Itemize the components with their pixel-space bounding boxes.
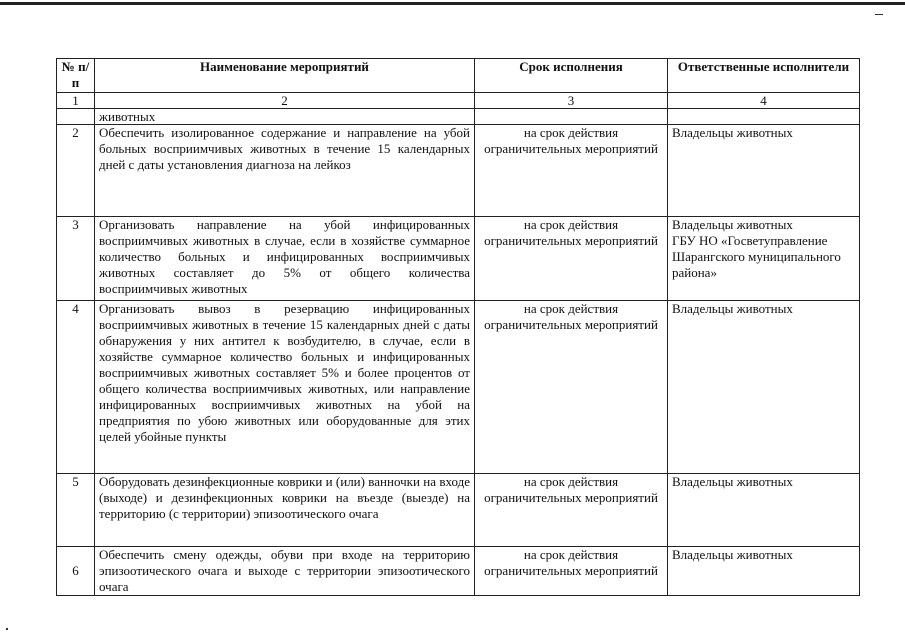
row-number: 3 xyxy=(57,217,95,301)
col-number: 3 xyxy=(475,93,668,109)
table-cell xyxy=(475,109,668,125)
responsible-text: Владельцы животных xyxy=(672,474,793,489)
scan-mark xyxy=(875,14,883,15)
table-row xyxy=(57,125,860,217)
measure-name: Организовать вывоз в резервацию инфицированных восприимчивых животных в течение 15 календарных дней с даты обнаружения у них антител к возбудителю, в случае, если в хозяйстве суммарное количество больных и инфицированных восприимчивых животных составляет 5% и более процентов от общего количества восприимчивых животных, или направление инфицированных восприимчивых животных на убой на предприятия по убою животных или оборудованные для этих целей убойные пункты xyxy=(95,301,475,474)
col-number: 1 xyxy=(57,93,95,109)
row-number: 2 xyxy=(57,125,95,217)
header-num: № п/п xyxy=(57,59,95,93)
responsible-text: ГБУ НО «Госветуправление Шарангского муниципального района» xyxy=(672,233,841,280)
measure-name: Обеспечить смену одежды, обуви при входе на территорию эпизоотического очага и выходе с территории эпизоотического очага xyxy=(95,547,475,596)
table-cell xyxy=(57,109,95,125)
table-row xyxy=(57,217,860,301)
col-number: 4 xyxy=(668,93,860,109)
table-cell xyxy=(668,109,860,125)
continuation-text: животных xyxy=(95,109,475,125)
responsible-text: Владельцы животных xyxy=(672,217,793,232)
row-number: 5 xyxy=(57,474,95,547)
measures-table xyxy=(56,58,860,596)
term-text: на срок действия ограничительных мероприятий xyxy=(475,125,668,217)
scan-dot xyxy=(6,628,8,630)
table-row xyxy=(57,547,860,596)
measure-name: Обеспечить изолированное содержание и направление на убой больных восприимчивых животных в течение 15 календарных дней с даты установления диагноза на лейкоз xyxy=(95,125,475,217)
responsible-cell xyxy=(668,474,860,547)
header-resp: Ответственные исполнители xyxy=(668,59,860,93)
row-number: 4 xyxy=(57,301,95,474)
continuation-row xyxy=(57,109,860,125)
row-number: 6 xyxy=(57,547,95,596)
header-term: Срок исполнения xyxy=(475,59,668,93)
table-row xyxy=(57,301,860,474)
responsible-text: Владельцы животных xyxy=(672,301,793,316)
responsible-cell xyxy=(668,547,860,596)
term-text: на срок действия ограничительных мероприятий xyxy=(475,547,668,596)
col-number: 2 xyxy=(95,93,475,109)
responsible-cell xyxy=(668,301,860,474)
column-number-row xyxy=(57,93,860,109)
measure-name: Организовать направление на убой инфицированных восприимчивых животных в случае, если в хозяйстве суммарное количество больных и инфицированных восприимчивых животных составляет до 5% от общего количества восприимчивых животных xyxy=(95,217,475,301)
top-border-line xyxy=(0,2,905,5)
header-name: Наименование мероприятий xyxy=(95,59,475,93)
term-text: на срок действия ограничительных мероприятий xyxy=(475,474,668,547)
responsible-text: Владельцы животных xyxy=(672,125,793,140)
measure-name: Оборудовать дезинфекционные коврики и (или) ванночки на входе (выходе) и дезинфекционных коврики на въезде (выезде) на территорию (с территории) эпизоотического очага xyxy=(95,474,475,547)
term-text: на срок действия ограничительных мероприятий xyxy=(475,217,668,301)
table-row xyxy=(57,474,860,547)
responsible-cell xyxy=(668,125,860,217)
responsible-cell xyxy=(668,217,860,301)
responsible-text: Владельцы животных xyxy=(672,547,793,562)
term-text: на срок действия ограничительных мероприятий xyxy=(475,301,668,474)
header-row xyxy=(57,59,860,93)
